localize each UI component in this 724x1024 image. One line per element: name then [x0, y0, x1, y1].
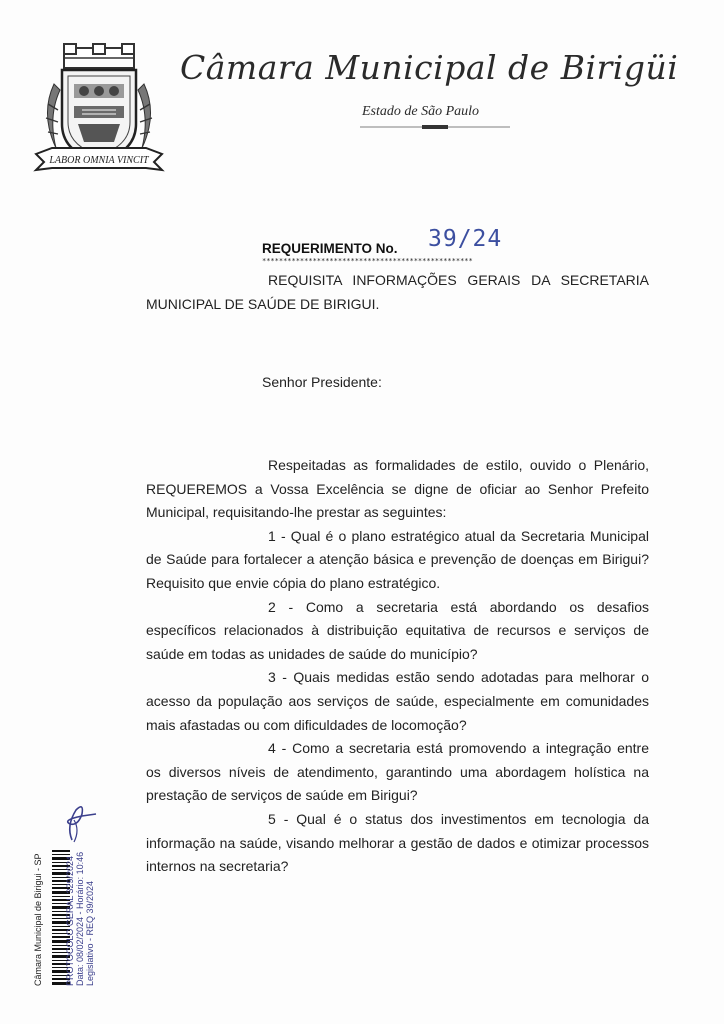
intro-paragraph: Respeitadas as formalidades de estilo, ouvido o Plenário, REQUEREMOS a Vossa Excelência se digne de oficiar ao Senhor Prefeito Municipal, requisitando-lhe prestar as seguintes: [146, 457, 649, 521]
document-summary [146, 269, 649, 316]
requerimento-number: 39/24 [428, 226, 503, 252]
question-item: 2 - Como a secretaria está abordando os desafios específicos relacionados à distribuição equitativa de recursos e serviços de saúde em todas as unidades de saúde do município? [146, 598, 649, 662]
subtitle-divider [360, 124, 510, 130]
document-body [146, 454, 649, 879]
salutation: Senhor Presidente: [262, 374, 382, 390]
requerimento-label: REQUERIMENTO No. [262, 241, 398, 256]
stamp-line: PROTOCOLO GERAL 329/2024 [65, 855, 75, 986]
stamp-line: Legislativo - REQ 39/2024 [85, 880, 95, 986]
question-item: 5 - Qual é o status dos investimentos em tecnologia da informação na saúde, visando melhorar a gestão de dados e otimizar processos internos na secretaria? [146, 810, 649, 875]
svg-text:LABOR OMNIA VINCIT: LABOR OMNIA VINCIT [49, 155, 149, 166]
question-item: 3 - Quais medidas estão sendo adotadas para melhorar o acesso da população aos serviços de saúde, especialmente em comunidades mais afastadas ou com dificuldades de locomoção? [146, 669, 649, 733]
protocol-stamp [33, 821, 95, 986]
coat-of-arms-icon [34, 44, 164, 184]
stamp-line: Data: 08/02/2024 - Horário: 10:46 [75, 851, 85, 986]
stamp-line [43, 821, 65, 986]
summary-text: REQUISITA INFORMAÇÕES GERAIS DA SECRETARIA MUNICIPAL DE SAÚDE DE BIRIGUI. [146, 272, 649, 312]
letterhead-subtitle: Estado de São Paulo [362, 104, 480, 119]
requerimento-underline: ************************************************** [262, 257, 473, 265]
stamp-line: Câmara Municipal de Birigui - SP [33, 853, 43, 986]
question-item: 4 - Como a secretaria está promovendo a integração entre os diversos níveis de atendimento, garantindo uma abordagem holística na prestação de serviços de saúde em Birigui? [146, 740, 649, 804]
letterhead-title: Câmara Municipal de Birigüi [180, 48, 679, 87]
question-item: 1 - Qual é o plano estratégico atual da Secretaria Municipal de Saúde para fortalecer a atenção básica e prevenção de doenças em Birigui? Requisito que envie cópia do plano estratégico. [146, 527, 649, 591]
